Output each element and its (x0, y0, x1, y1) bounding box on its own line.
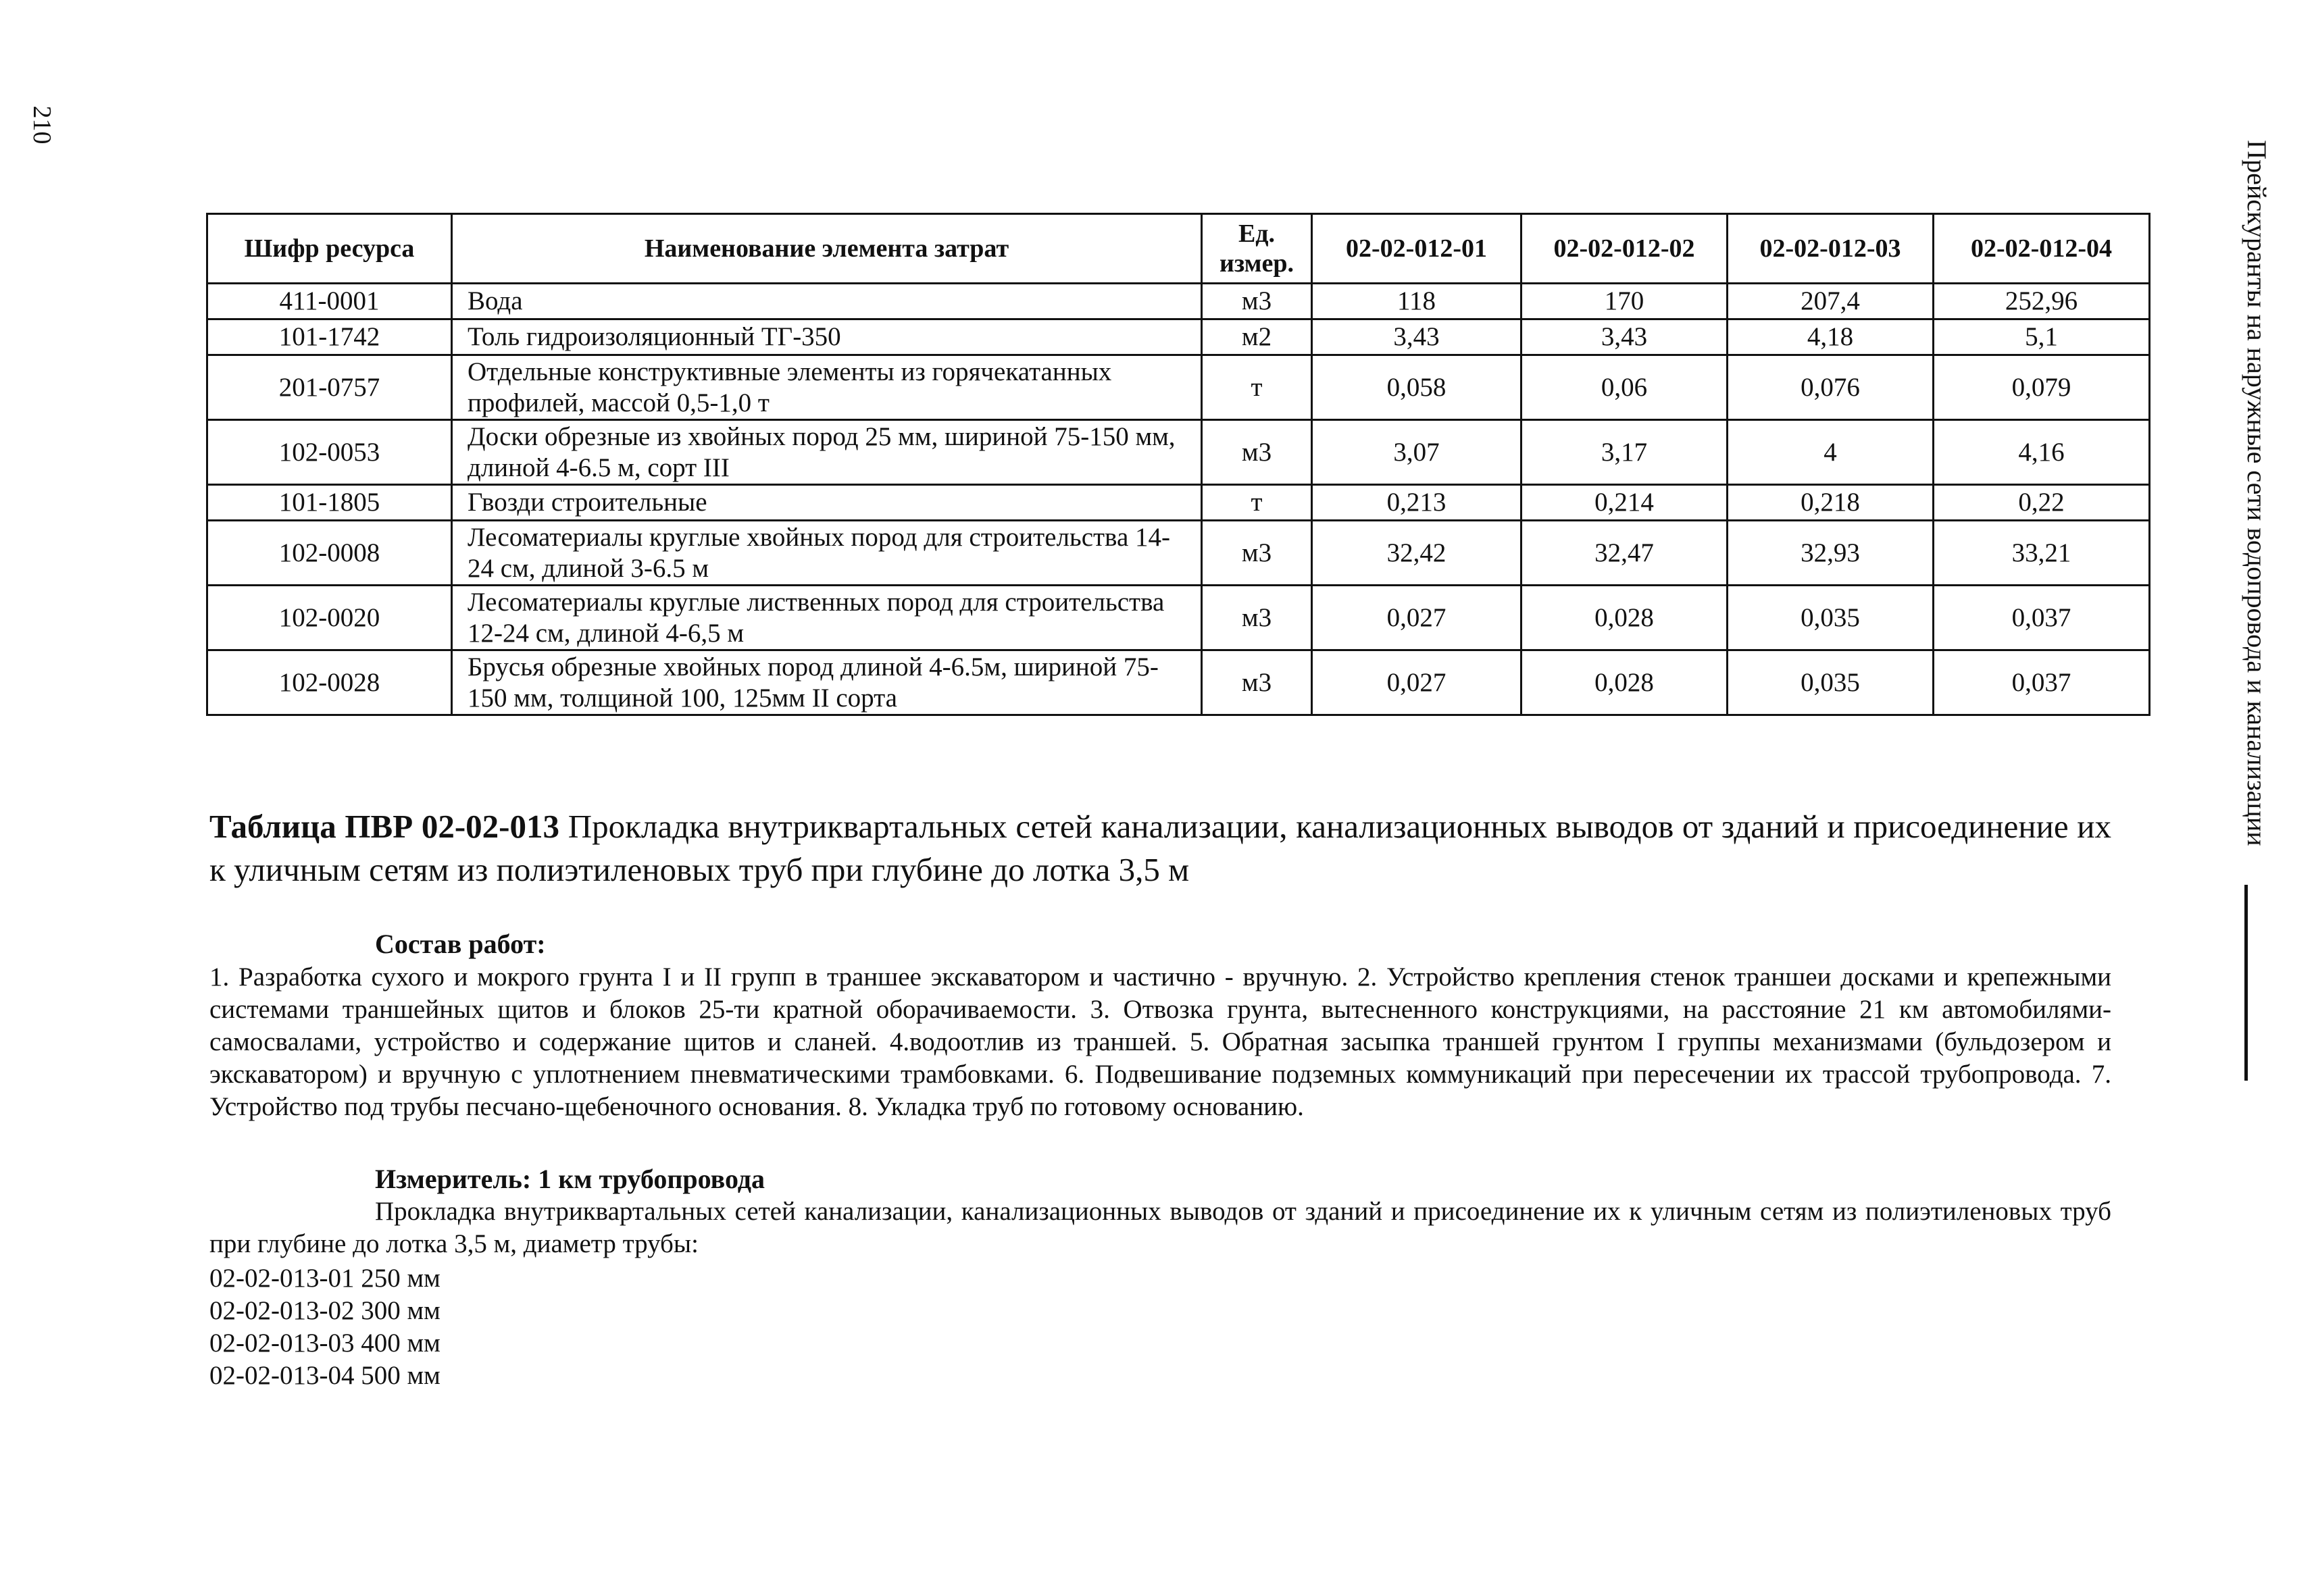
resource-name: Гвозди строительные (452, 485, 1202, 521)
table-row (207, 485, 2150, 521)
resource-code: 102-0020 (207, 586, 452, 650)
section-title-text: Прокладка внутриквартальных сетей канализации, канализационных выводов от зданий и присоединение их к уличным сетям из полиэтиленовых труб при глубине до лотка 3,5 м (209, 808, 2112, 888)
work-heading: Состав работ: (375, 929, 546, 959)
value-col-1: 0,027 (1312, 586, 1521, 650)
resource-code: 201-0757 (207, 355, 452, 420)
value-col-1: 32,42 (1312, 521, 1521, 586)
resource-name: Лесоматериалы круглые хвойных пород для строительства 14-24 см, длиной 3-6.5 м (452, 521, 1202, 586)
resource-unit: м3 (1202, 284, 1312, 319)
list-item: 02-02-013-03 400 мм (209, 1329, 441, 1358)
resource-unit: м3 (1202, 420, 1312, 485)
table-row (207, 420, 2150, 485)
value-col-3: 0,035 (1728, 650, 1934, 715)
table-row (207, 586, 2150, 650)
list-item: 02-02-013-01 250 мм (209, 1264, 441, 1293)
value-col-2: 3,17 (1521, 420, 1728, 485)
resource-name: Вода (452, 284, 1202, 319)
header-code: Шифр ресурса (207, 214, 452, 284)
side-rule (2244, 885, 2248, 1081)
value-col-4: 33,21 (1934, 521, 2150, 586)
resource-name: Брусья обрезные хвойных пород длиной 4-6.5м, шириной 75-150 мм, толщиной 100, 125мм II сорта (452, 650, 1202, 715)
header-col-2: 02-02-012-02 (1521, 214, 1728, 284)
value-col-2: 0,028 (1521, 586, 1728, 650)
table-row (207, 650, 2150, 715)
value-col-4: 252,96 (1934, 284, 2150, 319)
resource-code: 102-0053 (207, 420, 452, 485)
table-row (207, 319, 2150, 355)
value-col-1: 0,027 (1312, 650, 1521, 715)
list-item: 02-02-013-04 500 мм (209, 1361, 441, 1390)
value-col-2: 170 (1521, 284, 1728, 319)
header-col-1: 02-02-012-01 (1312, 214, 1521, 284)
value-col-2: 0,06 (1521, 355, 1728, 420)
table-header-row (207, 214, 2150, 284)
table-row (207, 284, 2150, 319)
value-col-2: 3,43 (1521, 319, 1728, 355)
resource-unit: м2 (1202, 319, 1312, 355)
resource-code: 411-0001 (207, 284, 452, 319)
value-col-3: 4,18 (1728, 319, 1934, 355)
value-col-2: 32,47 (1521, 521, 1728, 586)
value-col-3: 0,035 (1728, 586, 1934, 650)
work-body: 1. Разработка сухого и мокрого грунта I и II групп в траншее экскаватором и частично - вручную. 2. Устройство крепления стенок траншеи досками и крепежными системами траншейных щитов и блоков 25-ти кратной оборачиваемости. 3. Отвозка грунта, вытесненного конструкциями, на расстояние 21 км автомобилями-самосвалами, устройство и содержание щитов и сланей. 4.водоотлив из траншей. 5. Обратная засыпка траншей грунтом I группы механизмами (бульдозером и экскаватором) и вручную с уплотнением пневматическими трамбовками. 6. Подвешивание подземных коммуникаций при пересечении их трассой трубопровода. 7. Устройство под трубы песчано-щебеночного основания. 8. Укладка труб по готовому основанию. (209, 962, 2111, 1121)
table-row (207, 355, 2150, 420)
value-col-3: 0,076 (1728, 355, 1934, 420)
value-col-3: 0,218 (1728, 485, 1934, 521)
list-item: 02-02-013-02 300 мм (209, 1296, 441, 1325)
header-unit: Ед. измер. (1202, 214, 1312, 284)
value-col-4: 4,16 (1934, 420, 2150, 485)
table-row (207, 521, 2150, 586)
resource-code: 102-0008 (207, 521, 452, 586)
value-col-4: 0,22 (1934, 485, 2150, 521)
meter-heading: Измеритель: 1 км трубопровода (375, 1164, 765, 1194)
resource-code: 102-0028 (207, 650, 452, 715)
resource-unit: м3 (1202, 586, 1312, 650)
resource-name: Лесоматериалы круглые лиственных пород для строительства 12-24 см, длиной 4-6,5 м (452, 586, 1202, 650)
value-col-1: 0,058 (1312, 355, 1521, 420)
value-col-2: 0,028 (1521, 650, 1728, 715)
resource-unit: м3 (1202, 650, 1312, 715)
value-col-1: 118 (1312, 284, 1521, 319)
resource-name: Доски обрезные из хвойных пород 25 мм, шириной 75-150 мм, длиной 4-6.5 м, сорт III (452, 420, 1202, 485)
diameter-list (209, 1262, 441, 1392)
value-col-3: 207,4 (1728, 284, 1934, 319)
header-name: Наименование элемента затрат (452, 214, 1202, 284)
section-title (209, 805, 2111, 892)
resource-unit: т (1202, 485, 1312, 521)
cost-table (206, 213, 2150, 716)
value-col-4: 0,037 (1934, 650, 2150, 715)
meter-description: Прокладка внутриквартальных сетей канализации, канализационных выводов от зданий и присоединение их к уличным сетям из полиэтиленовых труб при глубине до лотка 3,5 м, диаметр трубы: (209, 1197, 2111, 1258)
value-col-1: 0,213 (1312, 485, 1521, 521)
resource-code: 101-1805 (207, 485, 452, 521)
value-col-1: 3,07 (1312, 420, 1521, 485)
value-col-3: 32,93 (1728, 521, 1934, 586)
resource-name: Отдельные конструктивные элементы из горячекатанных профилей, массой 0,5-1,0 т (452, 355, 1202, 420)
resource-unit: м3 (1202, 521, 1312, 586)
header-col-4: 02-02-012-04 (1934, 214, 2150, 284)
resource-unit: т (1202, 355, 1312, 420)
value-col-4: 0,079 (1934, 355, 2150, 420)
running-head: Прейскуранты на наружные сети водопровода и канализации (2242, 140, 2272, 846)
page-number: 210 (28, 105, 56, 145)
value-col-1: 3,43 (1312, 319, 1521, 355)
header-col-3: 02-02-012-03 (1728, 214, 1934, 284)
section-title-code: Таблица ПВР 02-02-013 (209, 808, 559, 845)
value-col-2: 0,214 (1521, 485, 1728, 521)
value-col-4: 0,037 (1934, 586, 2150, 650)
resource-code: 101-1742 (207, 319, 452, 355)
value-col-4: 5,1 (1934, 319, 2150, 355)
resource-name: Толь гидроизоляционный ТГ-350 (452, 319, 1202, 355)
value-col-3: 4 (1728, 420, 1934, 485)
